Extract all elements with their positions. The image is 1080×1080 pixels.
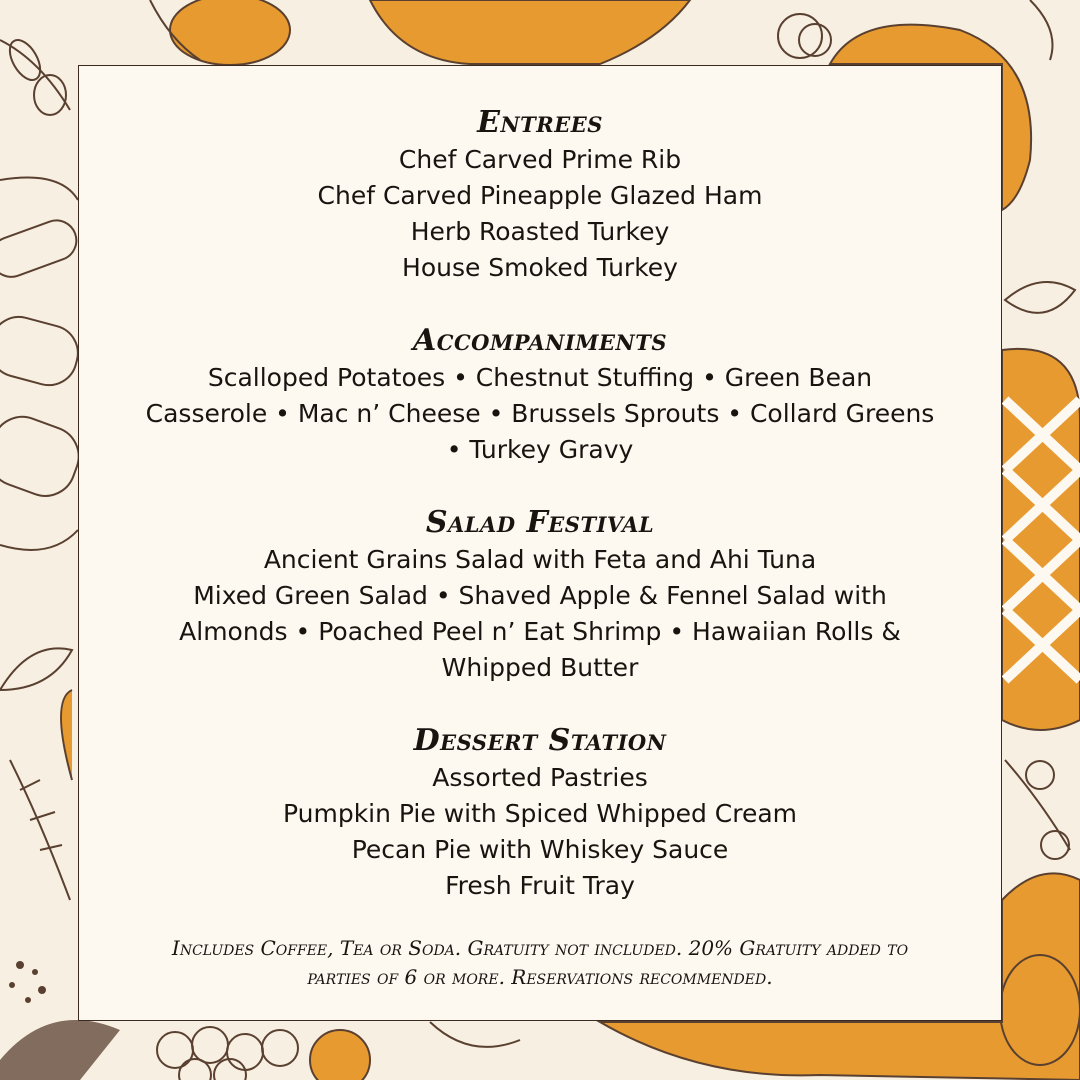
bread-illustration [0,178,87,551]
salad-list: Mixed Green Salad • Shaved Apple & Fennel Salad with Almonds • Poached Peel n’ Eat Shrimp • Hawaiian Rolls & Whipped Butter [179,581,901,682]
roast-illustration-top [370,0,831,64]
lattice-pie-illustration [1002,349,1080,730]
dessert-station-section [139,722,941,904]
accompaniments-section [139,322,941,468]
menu-card [78,65,1002,1021]
menu-content [139,104,941,940]
grapes-illustration [0,1020,520,1080]
section-heading-accompaniments: Accompaniments [412,323,668,358]
menu-item: Pecan Pie with Whiskey Sauce [351,835,729,864]
menu-item: Pumpkin Pie with Spiced Whipped Cream [282,799,797,828]
menu-item: Herb Roasted Turkey [410,217,670,246]
menu-item: House Smoked Turkey [402,253,678,282]
menu-item: Ancient Grains Salad with Feta and Ahi Tuna [263,545,817,574]
entrees-section [139,104,941,286]
parsley-illustration [1005,760,1070,859]
menu-item: Chef Carved Pineapple Glazed Ham [317,181,763,210]
olive-branch-illustration [0,35,70,115]
section-heading-dessert-station: Dessert Station [413,723,667,758]
menu-item: Fresh Fruit Tray [445,871,635,900]
section-heading-entrees: Entrees [477,105,603,140]
leaf-illustration-right [1005,282,1075,313]
menu-item: Chef Carved Prime Rib [398,145,682,174]
salad-festival-section [139,504,941,686]
footer-note: Includes Coffee, Tea or Soda. Gratuity not included. 20% Gratuity added to parties of 6 or more. Reservations recommended. [171,936,909,989]
peppercorn-dots [9,961,46,1003]
menu-item: Assorted Pastries [432,763,648,792]
corn-illustration [150,0,290,65]
accompaniments-list: Scalloped Potatoes • Chestnut Stuffing • Green Bean Casserole • Mac n’ Cheese • Brussels Sprouts • Collard Greens • Turkey Gravy [145,363,935,464]
thyme-illustration [10,760,70,900]
section-heading-salad-festival: Salad Festival [425,505,655,540]
